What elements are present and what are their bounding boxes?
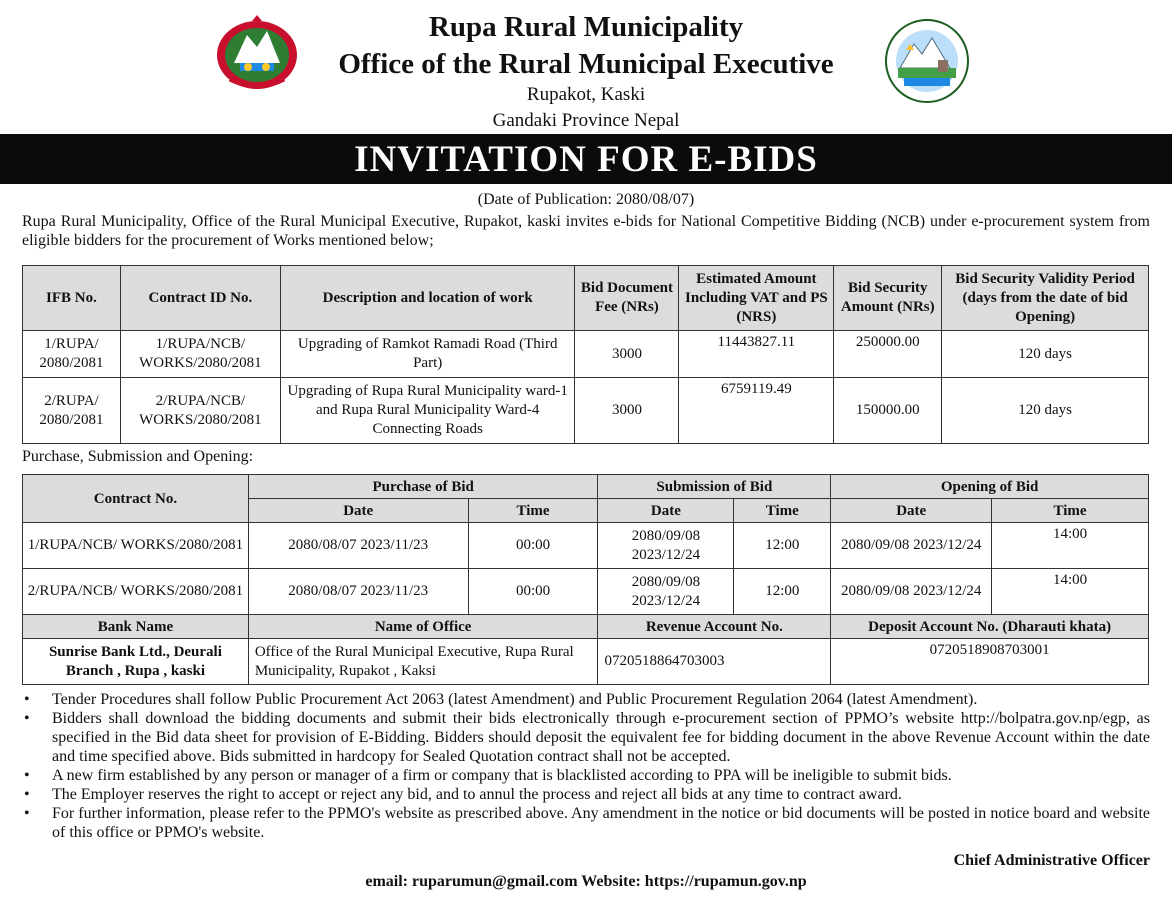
table-row [23,331,1149,378]
contract-id: 1/RUPA/NCB/ WORKS/2080/2081 [120,331,280,378]
bid-security: 150000.00 [834,378,942,444]
list-item: • A new firm established by any person or manager of a firm or company that is blacklisted according to PPA will be ineligible to submit bids. [22,766,1150,785]
col-contract-no: Contract No. [23,475,249,523]
col-office-name: Name of Office [248,615,598,639]
submission-date: 2080/09/08 2023/12/24 [598,569,734,615]
opening-time: 14:00 [992,523,1149,569]
table-row [23,378,1149,444]
contact-footer: email: ruparumun@gmail.com Website: https://rupamun.gov.np [365,873,807,890]
col-time: Time [992,499,1149,523]
page-title: INVITATION FOR E-BIDS [0,134,1172,184]
list-item: • For further information, please refer to the PPMO's website as prescribed above. Any amendment in the notice or bid documents will be posted in notice board and website of this office or PPMO's website. [22,804,1150,842]
deposit-account-no: 0720518908703001 [831,639,1149,685]
estimated-amount: 6759119.49 [679,378,834,444]
col-purchase: Purchase of Bid [248,475,598,499]
table-row [23,569,1149,615]
municipality-logo-icon [884,18,970,104]
col-submission: Submission of Bid [598,475,831,499]
works-table [22,265,1149,444]
opening-date: 2080/09/08 2023/12/24 [831,569,992,615]
purchase-date: 2080/08/07 2023/11/23 [248,523,468,569]
list-item: • The Employer reserves the right to accept or reject any bid, and to annul the process and reject all bids at any time to contract award. [22,785,1150,804]
contract-no: 1/RUPA/NCB/ WORKS/2080/2081 [23,523,249,569]
publication-date: (Date of Publication: 2080/08/07) [477,191,695,208]
header [0,0,1172,134]
security-validity: 120 days [942,378,1149,444]
bid-security: 250000.00 [834,331,942,378]
col-opening: Opening of Bid [831,475,1149,499]
purchase-time: 00:00 [468,523,598,569]
work-description: Upgrading of Ramkot Ramadi Road (Third Part) [280,331,575,378]
contract-no: 2/RUPA/NCB/ WORKS/2080/2081 [23,569,249,615]
office-name: Office of the Rural Municipal Executive [338,48,834,80]
ifb-no: 1/RUPA/ 2080/2081 [23,331,121,378]
office-province: Gandaki Province Nepal [492,110,680,131]
municipality-name: Rupa Rural Municipality [428,11,744,43]
doc-fee: 3000 [575,378,679,444]
col-date: Date [598,499,734,523]
submission-time: 12:00 [734,523,831,569]
col-estimated-amount: Estimated Amount Including VAT and PS (NRS) [679,266,834,331]
doc-fee: 3000 [575,331,679,378]
col-contract-id: Contract ID No. [120,266,280,331]
purchase-date: 2080/08/07 2023/11/23 [248,569,468,615]
opening-date: 2080/09/08 2023/12/24 [831,523,992,569]
col-date: Date [248,499,468,523]
terms-list [22,690,1150,842]
col-security-validity: Bid Security Validity Period (days from the date of bid Opening) [942,266,1149,331]
purchase-time: 00:00 [468,569,598,615]
bank-name: Sunrise Bank Ltd., Deurali Branch , Rupa , kaski [23,639,249,685]
signatory-title: Chief Administrative Officer [953,852,1150,869]
col-deposit-account: Deposit Account No. (Dharauti khata) [831,615,1149,639]
table-header-row [23,266,1149,331]
col-time: Time [468,499,598,523]
col-description: Description and location of work [280,266,575,331]
col-revenue-account: Revenue Account No. [598,615,831,639]
col-bid-security: Bid Security Amount (NRs) [834,266,942,331]
contract-id: 2/RUPA/NCB/ WORKS/2080/2081 [120,378,280,444]
col-doc-fee: Bid Document Fee (NRs) [575,266,679,331]
col-time: Time [734,499,831,523]
table-row [23,523,1149,569]
ifb-no: 2/RUPA/ 2080/2081 [23,378,121,444]
schedule-label: Purchase, Submission and Opening: [22,448,254,465]
intro-paragraph: Rupa Rural Municipality, Office of the Rural Municipal Executive, Rupakot, kaski invites e-bids for National Competitive Bidding (NCB) under e-procurement system from eligible bidders for the procurement of Works mentioned below; [22,213,1150,249]
col-ifb-no: IFB No. [23,266,121,331]
schedule-table [22,474,1149,685]
revenue-account-no: 0720518864703003 [598,639,831,685]
work-description: Upgrading of Rupa Rural Municipality ward-1 and Rupa Rural Municipality Ward-4 Connecting Roads [280,378,575,444]
table-header-row [23,615,1149,639]
estimated-amount: 11443827.11 [679,331,834,378]
security-validity: 120 days [942,331,1149,378]
col-date: Date [831,499,992,523]
table-row [23,639,1149,685]
submission-date: 2080/09/08 2023/12/24 [598,523,734,569]
office-location: Rupakot, Kaski [526,84,646,105]
table-header-row [23,475,1149,499]
submission-time: 12:00 [734,569,831,615]
list-item: • Bidders shall download the bidding documents and submit their bids electronically through e-procurement section of PPMO’s website http://bolpatra.gov.np/egp, as specified in the Bid data sheet for provision of E-Bidding. Bidders should deposit the equivalent fee for bidding document in the above Revenue Account within the date and time specified above. Bids submitted in hardcopy for Sealed Quotation contract shall not be accepted. [22,709,1150,766]
opening-time: 14:00 [992,569,1149,615]
col-bank-name: Bank Name [23,615,249,639]
list-item: • Tender Procedures shall follow Public Procurement Act 2063 (latest Amendment) and Public Procurement Regulation 2064 (latest Amendment). [22,690,1150,709]
office-name-value: Office of the Rural Municipal Executive, Rupa Rural Municipality, Rupakot , Kaksi [248,639,598,685]
